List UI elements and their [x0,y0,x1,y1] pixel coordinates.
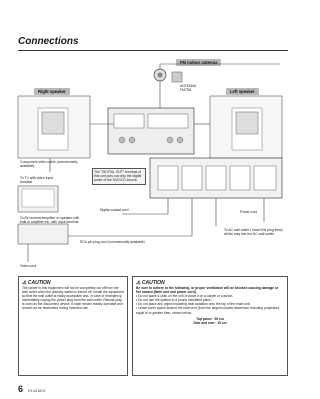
power-cord-label: Power cord [240,210,258,214]
left-speaker-label: Left speaker [226,88,259,95]
caution-right-box [132,276,288,376]
ac-outlet-label: To AC wall outlet • Insert the plug firmly all the way into the AC wall outlet. [224,228,283,237]
side-rear-spacing: Side and rear : 15 cm [193,320,227,325]
page-title: Connections [18,36,79,47]
video-cord-label: Video cord [20,264,37,268]
antenna-jack-label: ANTENNA FM75Ω [180,84,197,93]
model-code: RI-616DV [28,388,46,393]
digital-cable-label: Digital coaxial cord [100,208,129,212]
caution-bullet-2: • Do not use the system in a poorly ventilated place. [136,298,212,303]
top-panel-spacing: Top panel : 50 cm [196,316,224,321]
caution-right-subheading: Be sure to adhere to the following, or proper ventilation will be blocked causing damage or fire hazard (Main unit and power cord). [136,286,279,295]
right-speaker-icon [18,96,90,158]
caution-left-box [18,276,128,376]
tv-icon [18,186,58,212]
caution-right-heading: ⚠ CAUTION [136,280,165,286]
left-speaker-icon [210,96,282,158]
caution-bullet-3: • Do not place any object impairing heat radiation onto the top of the main unit. [136,302,251,307]
caution-bullet-4: • Leave some space around the main unit (from the largest outside dimension including projection) equal to or greater than, shown below. [136,306,280,315]
digital-out-note: The "DIGITAL OUT" terminal of this unit puts out only the digital audio of the DVD/CD source. [92,168,146,185]
amplifier-icon [18,224,68,244]
right-speaker-label: Right speaker [34,88,70,95]
page-number: 6 [18,384,24,394]
rca-cord-label: RCA pin plug cord (commercially available) [80,240,145,244]
tv-input-label: To TV with video input terminal [20,176,54,185]
rear-panel-icon [150,158,282,198]
main-unit-icon [108,108,194,154]
fm-antenna-label: FM indoor antenna [176,59,221,66]
caution-bullet-1: • Do not place a cloth on the unit or place it on a carpet or cushion. [136,294,234,299]
caution-left-text: The power in this equipment will not be completely cut off from the wall outlet when the standby switch is turned off. Install the equipment so that the wall outlet is easily accessible and, in case of emergency, immediately unplug the power plug from the wall outlet. Plasma plug is used as the disconnect device. It shall remain readily operable and should not be obstructed during intended use. [22,286,124,311]
caution-left-heading: ⚠ CAUTION [22,280,51,286]
component-cable-label: Component video cable (commercially available) [20,160,78,169]
amplifier-label: To AV receiver/amplifier or speaker with built-in amplifier etc. with input terminal [20,216,80,225]
